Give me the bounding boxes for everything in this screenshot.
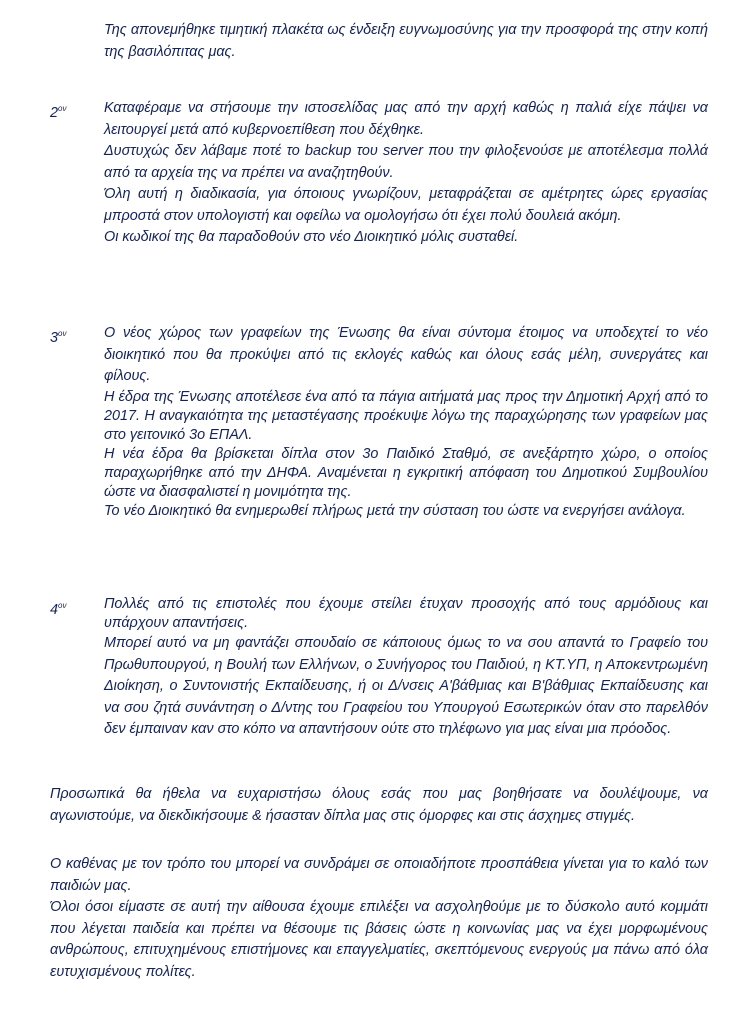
item-2-paragraph: Καταφέραμε να στήσουμε την ιστοσελίδας μας από την αρχή καθώς η παλιά είχε πάψει να λειτουργεί μετά από κυβερνοεπίθεση που δέχθηκε. (104, 100, 708, 138)
closing-paragraph: Όλοι όσοι είμαστε σε αυτή την αίθουσα έχουμε επιλέξει να ασχοληθούμε με το δύσκολο αυτό κομμάτι που λέγεται παιδεία και πρέπει να θέσουμε τις βάσεις ώστε η κοινωνίας μας να έχει μορφωμένους ανθρώπους, επιτυχημένους επιστήμονες και επαγγελματίες, σκεπτόμενους ενεργούς μα πάνω από όλα ευτυχισμένους πολίτες. (50, 899, 708, 980)
closing-body (50, 854, 708, 983)
item-2-body (104, 98, 708, 249)
item-4-paragraph: Μπορεί αυτό να μη φαντάζει σπουδαίο σε κάποιους όμως το να σου απαντά το Γραφείο του Πρωθυπουργού, η Βουλή των Ελλήνων, ο Συνήγορος του Παιδιού, η ΚΤ.ΥΠ, η Αποκεντρωμένη Διοίκηση, ο Συντονιστής Εκπαίδευσης, ή οι Δ/νσεις Α'βάθμιας και Β'βάθμιας Εκπαίδευσης και να σου ζητά συνάντηση ο Δ/ντης του Γραφείου του Υπουργού Εσωτερικών όταν στο παρελθόν δεν έμπαιναν καν στο κόπο να απαντήσουν ούτε στο τηλέφωνο για μας είναι μια πρόοδος. (104, 635, 708, 737)
intro-paragraph: Της απονεμήθηκε τιμητική πλακέτα ως ένδειξη ευγνωμοσύνης για την προσφορά της στην κοπή της βασιλόπιτας μας. (104, 22, 708, 60)
item-2-paragraph: Οι κωδικοί της θα παραδοθούν στο νέο Διοικητικό μόλις συσταθεί. (104, 229, 519, 245)
item-number-4: $4^{o\nu}$ (50, 601, 67, 618)
item-3-paragraph: Η έδρα της Ένωσης αποτέλεσε ένα από τα πάγια αιτήματά μας προς την Δημοτική Αρχή από το 2017. Η αναγκαιότητα της μεταστέγασης προέκυψε λόγω της παραχώρησης των γραφείων μας στο γειτονικό 3ο ΕΠΑΛ. (104, 388, 708, 443)
item-3-paragraph: Το νέο Διοικητικό θα ενημερωθεί πλήρως μετά την σύσταση του ώστε να ενεργήσει ανάλογα. (104, 502, 686, 519)
item-3-paragraph: Ο νέος χώρος των γραφείων της Ένωσης θα είναι σύντομα έτοιμος να υποδεχτεί το νέο διοικητικό που θα προκύψει από τις εκλογές καθώς και όλους εσάς μέλη, συνεργάτες και φίλους. (104, 325, 708, 384)
item-3-paragraph: Η νέα έδρα θα βρίσκεται δίπλα στον 3ο Παιδικό Σταθμό, σε ανεξάρτητο χώρο, ο οποίος παραχωρήθηκε από την ΔΗΦΑ. Αναμένεται η εγκριτική απόφαση του Δημοτικού Συμβουλίου ώστε να διασφαλιστεί η μονιμότητα της. (104, 445, 708, 500)
closing-thanks-paragraph: Προσωπικά θα ήθελα να ευχαριστήσω όλους εσάς που μας βοηθήσατε να δουλέψουμε, να αγωνιστούμε, να διεκδικήσουμε & ήσασταν δίπλα μας στις όμορφες και στις άσχημες στιγμές. (50, 786, 708, 824)
item-2-paragraph: Όλη αυτή η διαδικασία, για όποιους γνωρίζουν, μεταφράζεται σε αμέτρητες ώρες εργασίας μπροστά στον υπολογιστή και οφείλω να ομολογήσω ότι έχει πολύ δουλειά ακόμη. (104, 186, 708, 224)
item-4-body (104, 595, 708, 741)
item-number-2: $2^{o\nu}$ (50, 104, 67, 121)
closing-paragraph: Ο καθένας με τον τρόπο του μπορεί να συνδράμει σε οποιαδήποτε προσπάθεια γίνεται για το καλό των παιδιών μας. (50, 856, 708, 894)
item-2-paragraph: Δυστυχώς δεν λάβαμε ποτέ το backup του server που την φιλοξενούσε με αποτέλεσμα πολλά από τα αρχεία της να πρέπει να αναζητηθούν. (104, 143, 708, 181)
item-number-3: $3^{o\nu}$ (50, 329, 67, 346)
item-3-body (104, 323, 708, 521)
item-4-paragraph: Πολλές από τις επιστολές που έχουμε στείλει έτυχαν προσοχής από τους αρμόδιους και υπάρχουν απαντήσεις. (104, 596, 708, 631)
